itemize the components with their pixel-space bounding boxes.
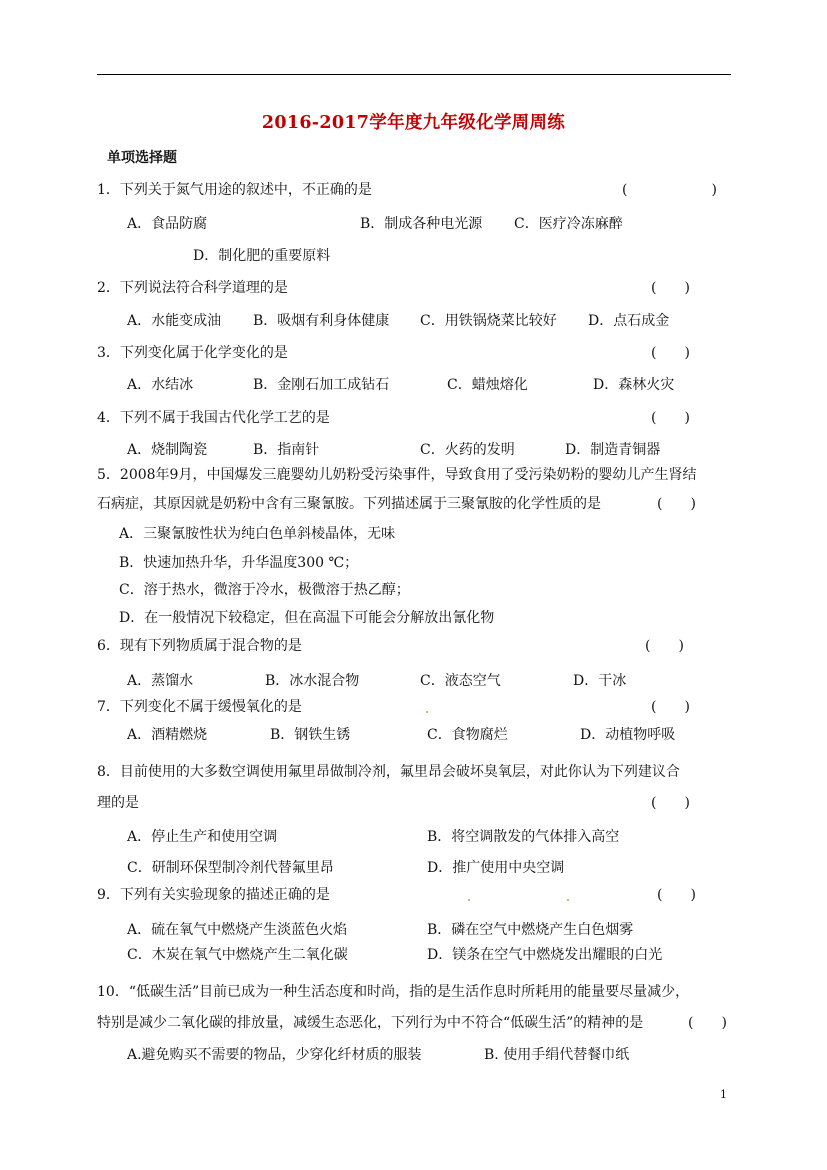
question-5-option-b: B．快速加热升华，升华温度300 ℃； xyxy=(119,555,359,571)
question-6-option-c: C．液态空气 xyxy=(420,673,501,689)
question-8-answer-blank: ( ) xyxy=(651,795,690,811)
question-6-option-b: B．冰水混合物 xyxy=(265,673,360,689)
question-8-option-d: D．推广使用中央空调 xyxy=(427,860,565,876)
question-3-stem: 3．下列变化属于化学变化的是 xyxy=(97,345,288,361)
question-7-option-c: C．食物腐烂 xyxy=(427,727,508,743)
question-3-option-a: A．水结冰 xyxy=(127,377,194,393)
question-1-stem: 1．下列关于氮气用途的叙述中，不正确的是 xyxy=(97,182,372,198)
question-3-option-d: D．森林火灾 xyxy=(593,377,675,393)
question-10-option-b: B. 使用手绢代替餐巾纸 xyxy=(484,1047,630,1063)
question-4-option-a: A．烧制陶瓷 xyxy=(127,442,208,458)
question-5-stem-line-2: 石病症，其原因就是奶粉中含有三聚氰胺。下列描述属于三聚氰胺的化学性质的是 xyxy=(97,496,601,512)
question-1-answer-blank: ( ) xyxy=(622,182,717,198)
section-heading: 单项选择题 xyxy=(107,150,177,166)
question-5-answer-blank: ( ) xyxy=(657,496,696,512)
question-9-answer-blank: ( ) xyxy=(657,887,696,903)
question-6-option-a: A．蒸馏水 xyxy=(127,673,194,689)
page-title: 2016-2017学年度九年级化学周周练 xyxy=(261,113,566,133)
question-8-option-c: C．研制环保型制冷剂代替氟里昂 xyxy=(127,860,334,876)
question-10-answer-blank: ( ) xyxy=(688,1015,727,1031)
question-1-option-a: A．食品防腐 xyxy=(127,216,208,232)
speck-mark xyxy=(468,899,470,901)
question-4-option-b: B．指南针 xyxy=(253,442,320,458)
question-3-option-b: B．金刚石加工成钻石 xyxy=(253,377,390,393)
question-2-option-b: B．吸烟有利身体健康 xyxy=(253,313,390,329)
question-2-option-c: C．用铁锅烧菜比较好 xyxy=(420,313,557,329)
question-6-answer-blank: ( ) xyxy=(645,638,684,654)
question-2-answer-blank: ( ) xyxy=(651,280,690,296)
question-9-option-b: B．磷在空气中燃烧产生白色烟雾 xyxy=(427,922,634,938)
question-1-option-d: D．制化肥的重要原料 xyxy=(193,248,331,264)
question-3-option-c: C．蜡烛熔化 xyxy=(447,377,528,393)
question-5-option-d: D．在一般情况下较稳定，但在高温下可能会分解放出氰化物 xyxy=(119,610,495,626)
question-8-option-a: A．停止生产和使用空调 xyxy=(127,829,278,845)
question-7-option-b: B．钢铁生锈 xyxy=(270,727,351,743)
question-6-option-d: D．干冰 xyxy=(573,673,627,689)
question-4-option-c: C．火药的发明 xyxy=(420,442,515,458)
speck-mark xyxy=(567,899,569,901)
question-8-option-b: B．将空调散发的气体排入高空 xyxy=(427,829,620,845)
question-7-stem: 7．下列变化不属于缓慢氧化的是 xyxy=(97,699,302,715)
question-3-answer-blank: ( ) xyxy=(651,345,690,361)
question-9-option-c: C．木炭在氧气中燃烧产生二氧化碳 xyxy=(127,947,348,963)
question-8-stem-line-2: 理的是 xyxy=(97,795,139,811)
question-7-option-d: D．动植物呼吸 xyxy=(580,727,676,743)
question-9-option-d: D．镁条在空气中燃烧发出耀眼的白光 xyxy=(427,947,663,963)
question-4-stem: 4．下列不属于我国古代化学工艺的是 xyxy=(97,410,330,426)
question-10-option-a: A.避免购买不需要的物品，少穿化纤材质的服装 xyxy=(127,1047,422,1063)
question-4-answer-blank: ( ) xyxy=(651,410,690,426)
question-9-option-a: A．硫在氧气中燃烧产生淡蓝色火焰 xyxy=(127,922,348,938)
question-10-stem-line-2: 特别是减少二氧化碳的排放量，减缓生态恶化，下列行为中不符合“低碳生活”的精神的是 xyxy=(97,1015,644,1031)
question-2-option-d: D．点石成金 xyxy=(588,313,670,329)
question-2-option-a: A．水能变成油 xyxy=(127,313,222,329)
question-1-option-b: B．制成各种电光源 xyxy=(360,216,483,232)
question-7-option-a: A．酒精燃烧 xyxy=(127,727,208,743)
question-9-stem: 9．下列有关实验现象的描述正确的是 xyxy=(97,887,330,903)
page-number: 1 xyxy=(720,1088,727,1101)
question-7-answer-blank: ( ) xyxy=(651,699,690,715)
question-8-stem-line-1: 8．目前使用的大多数空调使用氟里昂做制冷剂，氟里昂会破坏臭氧层，对此你认为下列建议合 xyxy=(97,764,680,780)
speck-mark xyxy=(426,711,428,713)
question-1-option-c: C．医疗冷冻麻醉 xyxy=(514,216,623,232)
question-6-stem: 6．现有下列物质属于混合物的是 xyxy=(97,638,302,654)
header-rule xyxy=(97,74,731,75)
question-2-stem: 2．下列说法符合科学道理的是 xyxy=(97,280,288,296)
question-5-option-a: A．三聚氰胺性状为纯白色单斜棱晶体，无味 xyxy=(119,526,396,542)
question-10-stem-line-1: 10．“低碳生活”目前已成为一种生活态度和时尚，指的是生活作息时所耗用的能量要尽量减少， xyxy=(97,984,690,1000)
question-4-option-d: D．制造青铜器 xyxy=(565,442,661,458)
question-5-stem-line-1: 5．2008年9月，中国爆发三鹿婴幼儿奶粉受污染事件，导致食用了受污染奶粉的婴幼儿产生肾结 xyxy=(97,467,697,483)
question-5-option-c: C．溶于热水，微溶于冷水，极微溶于热乙醇； xyxy=(119,582,410,598)
